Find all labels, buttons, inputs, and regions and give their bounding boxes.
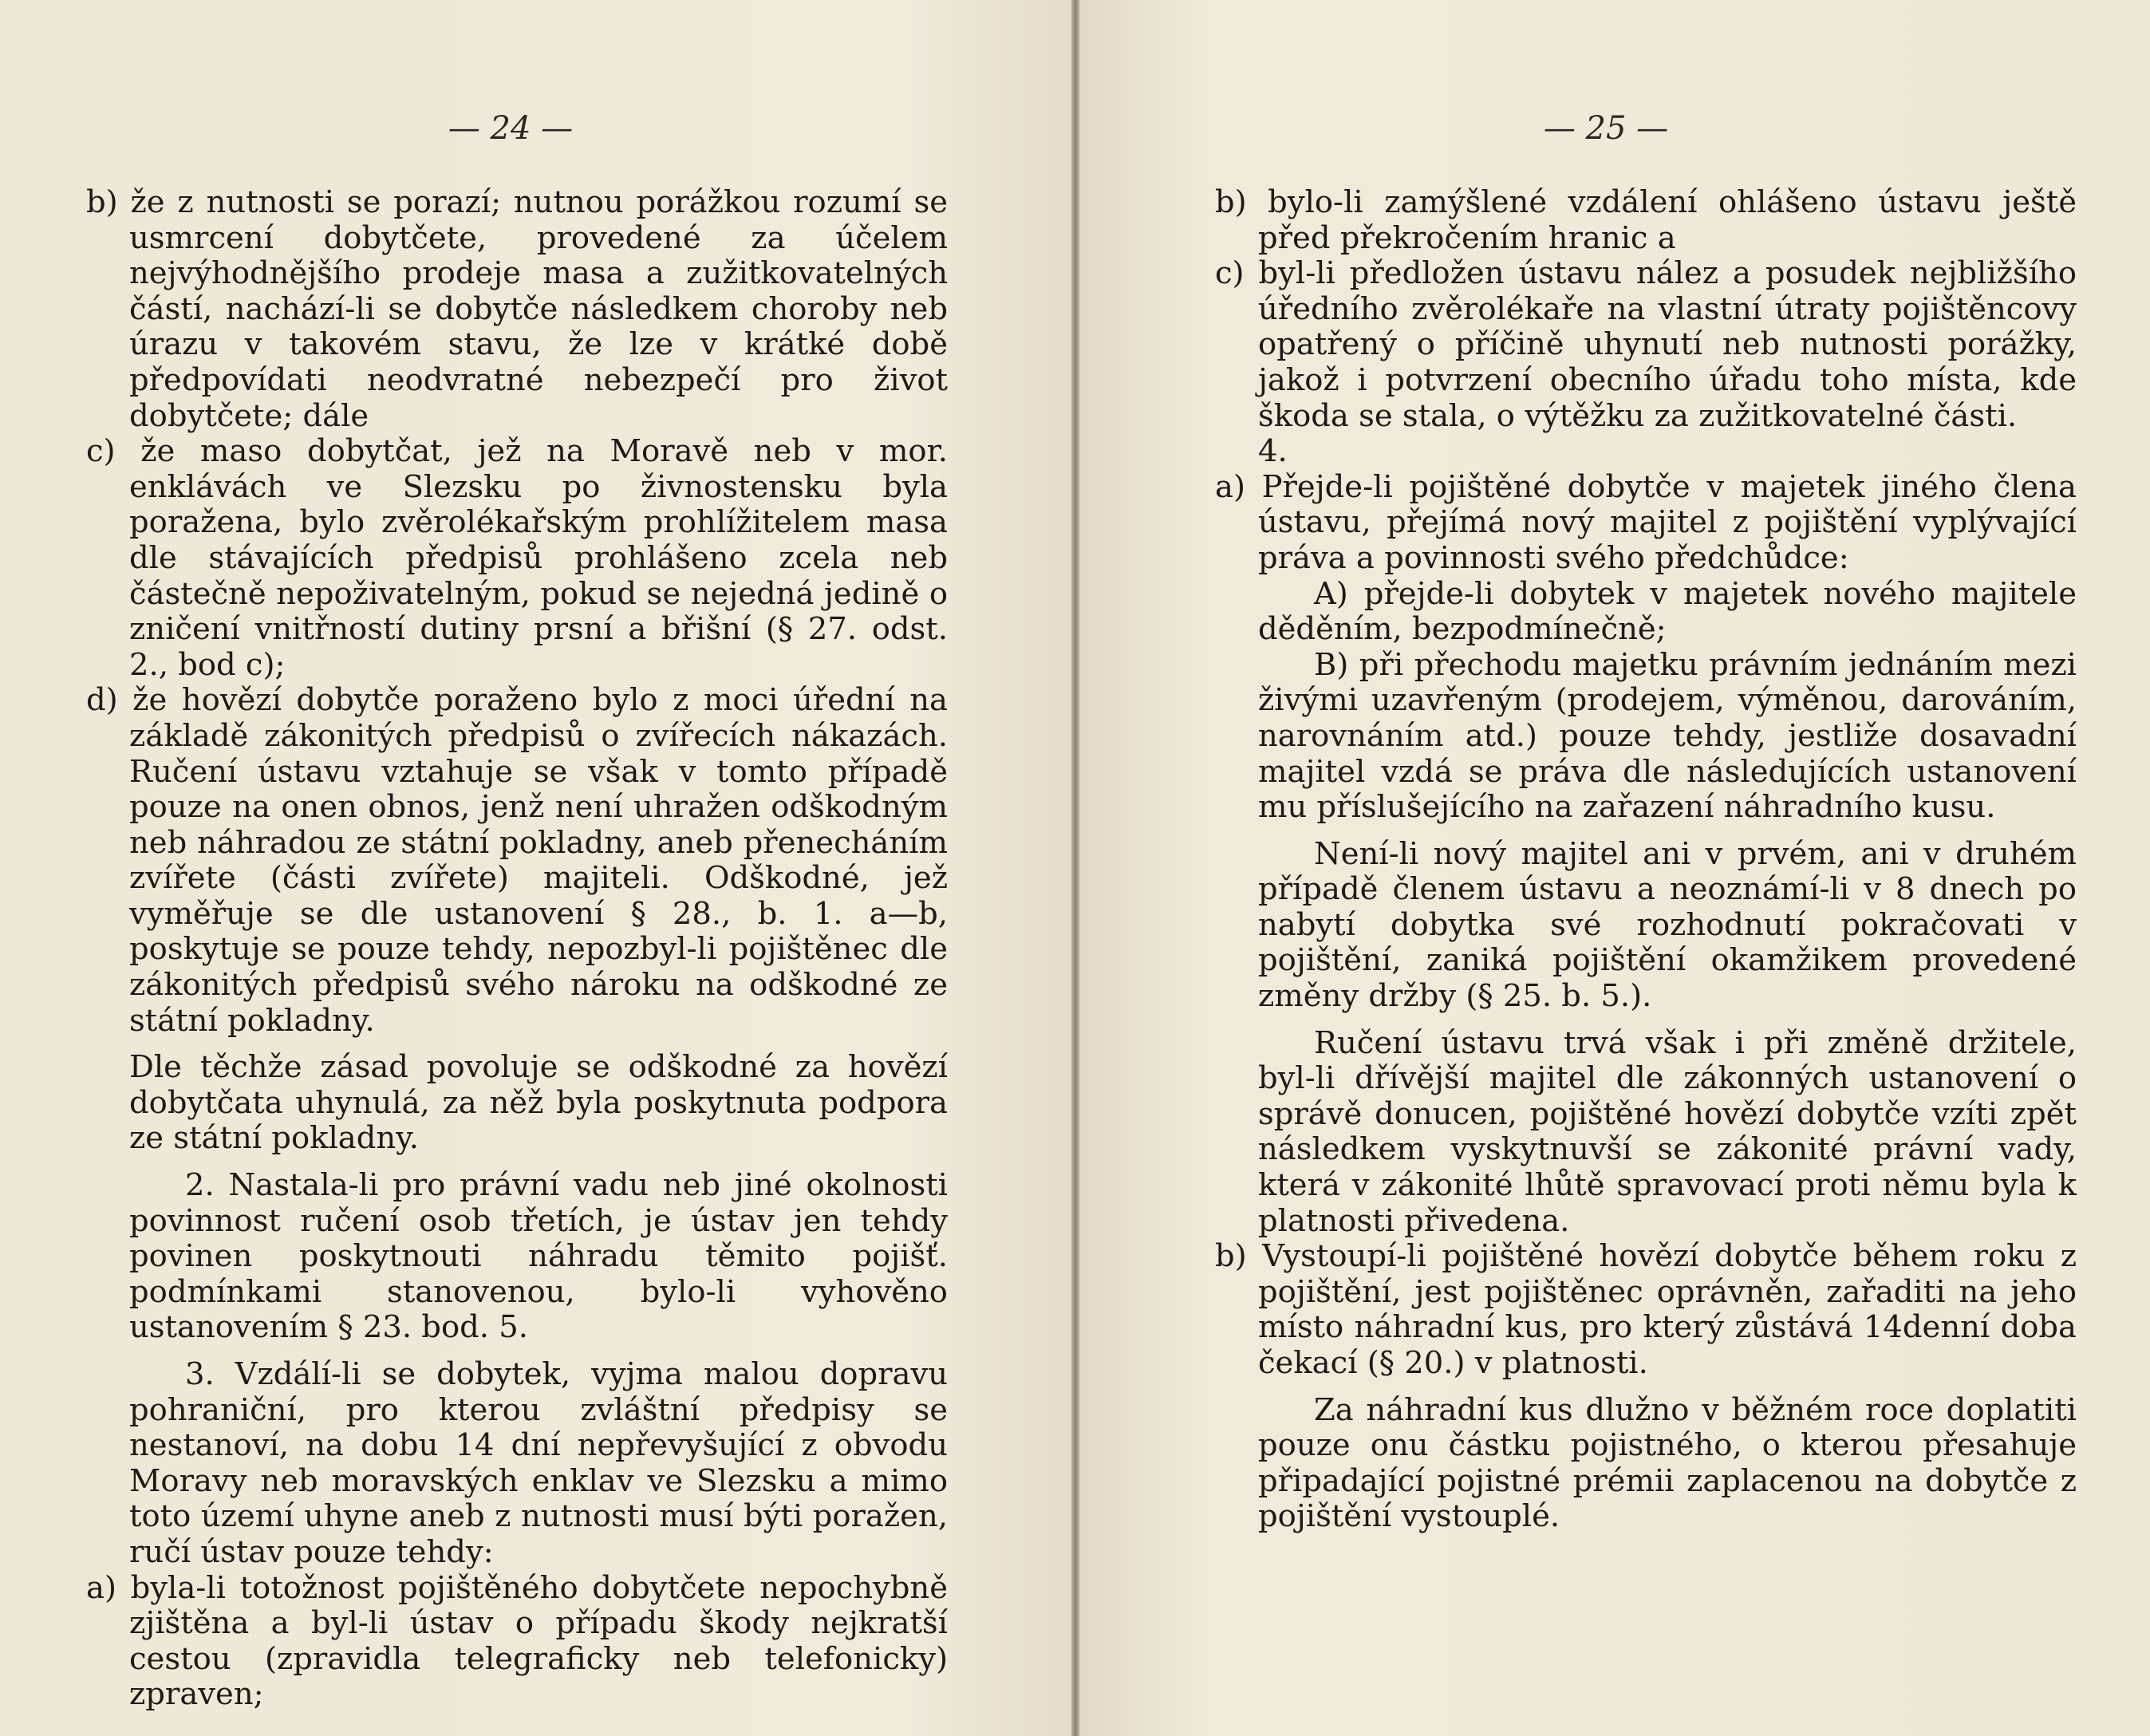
paragraph: Za náhradní kus dlužno v běžném roce doplatiti pouze onu částku pojistného, o kterou přesahuje připadající pojistné prémii zaplacenou na dobytče z pojištění vystouplé. bbox=[1258, 1391, 2077, 1535]
paragraph-4a: a) Přejde-li pojištěné dobytče v majetek jiného člena ústavu, přejímá nový majitel z pojištění vyplývající práva a povinnosti svého předchůdce: bbox=[1215, 468, 2077, 576]
paragraph-4a-A: A) přejde-li dobytek v majetek nového majitele děděním, bezpodmínečně; bbox=[1258, 575, 2077, 648]
paragraph-2: 2. Nastala-li pro právní vadu neb jiné okolnosti povinnost ručení osob třetích, je ústav jen tehdy povinen poskytnouti náhradu těmito pojišť. podmínkami stanovenou, bylo-li vyhověno ustanovením § 23. bod. 5. bbox=[129, 1167, 948, 1346]
paragraph-d: d) že hovězí dobytče poraženo bylo z moci úřední na základě zákonitých předpisů o zvířecích nákazách. Ručení ústavu vztahuje se však v tomto případě pouze na onen obnos, jenž není uhražen odškodným neb náhradou ze státní pokladny, aneb přenecháním zvířete (části zvířete) majiteli. Odškodné, jež vyměřuje se dle ustanovení § 28., b. 1. a—b, poskytuje se pouze tehdy, nepozbyl-li pojištěnec dle zákonitých předpisů svého nároku na odškodné ze státní pokladny. bbox=[86, 682, 948, 1039]
right-page bbox=[1079, 0, 2150, 1736]
paragraph-4a-B: B) při přechodu majetku právním jednáním mezi živými uzavřeným (prodejem, výměnou, darováním, narovnáním atd.) pouze tehdy, jestliže dosavadní majitel vzdá se práva dle následujících ustanovení mu příslušejícího na zařazení náhradního kusu. bbox=[1258, 646, 2077, 826]
paragraph-c: c) že maso dobytčat, jež na Moravě neb v mor. enklávách ve Slezsku po živnostensku byla poražena, bylo zvěrolékařským prohlížitelem masa dle stávajících předpisů prohlášeno zcela neb částečně nepoživatelným, pokud se nejedná jedině o zničení vnitřností dutiny prsní a břišní (§ 27. odst. 2., bod c); bbox=[86, 433, 948, 683]
paragraph: Ručení ústavu trvá však i při změně držitele, byl-li dřívější majitel dle zákonných ustanovení o správě donucen, pojištěné hovězí dobytče vzíti zpět následkem vyskytnuvší se zákonité právní vady, která v zákonité lhůtě spravovací proti němu byla k platnosti přivedena. bbox=[1258, 1024, 2077, 1239]
paragraph-c: c) byl-li předložen ústavu nález a posudek nejbližšího úředního zvěrolékaře na vlastní útraty pojištěncovy opatřený o příčině uhynutí neb nutnosti porážky, jakož i potvrzení obecního úřadu toho místa, kde škoda se stala, o výtěžku za zužitkovatelné části. bbox=[1215, 255, 2077, 434]
page-number: — 24 — bbox=[448, 110, 574, 147]
paragraph: Dle těchže zásad povoluje se odškodné za hovězí dobytčata uhynulá, za něž byla poskytnuta podpora ze státní pokladny. bbox=[129, 1049, 948, 1157]
left-page bbox=[0, 0, 1071, 1736]
paragraph-b: b) bylo-li zamýšlené vzdálení ohlášeno ústavu ještě před překročením hranic a bbox=[1215, 184, 2077, 256]
book-gutter bbox=[1071, 0, 1079, 1736]
paragraph: Není-li nový majitel ani v prvém, ani v druhém případě členem ústavu a neoznámí-li v 8 dnech po nabytí dobytka své rozhodnutí pokračovati v pojištění, zaniká pojištění okamžikem provedené změny držby (§ 25. b. 5.). bbox=[1258, 835, 2077, 1015]
paragraph-3a: a) byla-li totožnost pojištěného dobytčete nepochybně zjištěna a byl-li ústav o případu škody nejkratší cestou (zpravidla telegraficky neb telefonicky) zpraven; bbox=[86, 1569, 948, 1713]
paragraph-3: 3. Vzdálí-li se dobytek, vyjma malou dopravu pohraniční, pro kterou zvláštní předpisy se nestanoví, na dobu 14 dní nepřevyšující z obvodu Moravy neb moravských enklav ve Slezsku a mimo toto území uhyne aneb z nutnosti musí býti poražen, ručí ústav pouze tehdy: bbox=[129, 1356, 948, 1570]
page-body bbox=[86, 185, 948, 1713]
paragraph-4b: b) Vystoupí-li pojištěné hovězí dobytče během roku z pojištění, jest pojištěnec oprávněn, zařaditi na jeho místo náhradní kus, pro který zůstává 14denní doba čekací (§ 20.) v platnosti. bbox=[1215, 1238, 2077, 1381]
section-number-4: 4. bbox=[1258, 433, 1288, 470]
page-body bbox=[1215, 185, 2077, 1535]
paragraph-b: b) že z nutnosti se porazí; nutnou porážkou rozumí se usmrcení dobytčete, provedené za účelem nejvýhodnějšího prodeje masa a zužitkovatelných částí, nachází-li se dobytče následkem choroby neb úrazu v takovém stavu, že lze v krátké době předpovídati neodvratné nebezpečí pro život dobytčete; dále bbox=[86, 184, 948, 434]
page-number: — 25 — bbox=[1543, 110, 1669, 147]
